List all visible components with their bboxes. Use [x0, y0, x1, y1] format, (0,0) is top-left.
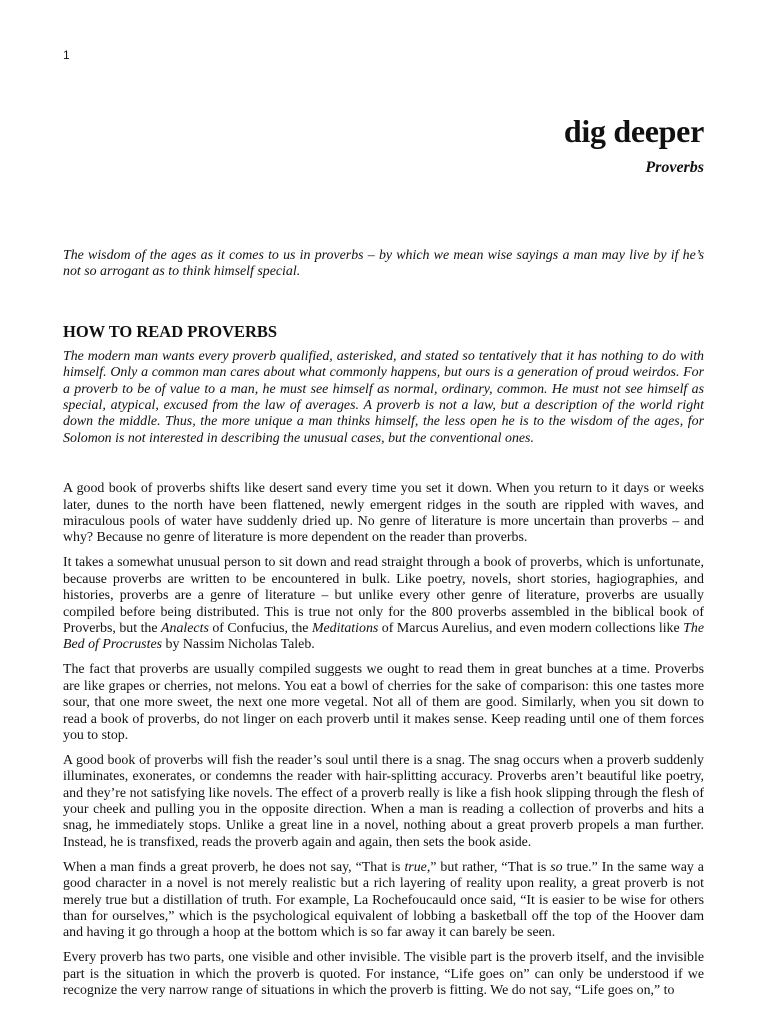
paragraph-text: It takes a somewhat unusual person to sit down and read straight through a book of proverbs, which is unfortunate, because proverbs are written to be encountered in bulk. Like poetry, novels, short stories, hagiographies, and histories, proverbs are a genre of literature – but unlike every other genre of literature, proverbs are usually compiled before being distributed. This is true not only for the 800 proverbs assembled in the biblical book of Proverbs, but the [63, 555, 704, 636]
paragraph-text: by Nassim Nicholas Taleb. [162, 637, 315, 653]
body-paragraph-4: A good book of proverbs will fish the reader’s soul until there is a snag. The snag occurs when a proverb suddenly illuminates, exonerates, or condemns the reader with hair-splitting accuracy. Proverbs aren’t beautiful like poetry, and they’re not satisfying like novels. The effect of a proverb really is like a fish hook slipping through the flesh of your cheek and pulling you in the opposite direction. When a man is reading a collection of proverbs and hits a snag, he immediately stops. Unlike a great line in a novel, nothing about a great proverb propels a man further. Instead, he is transfixed, reads the proverb again and again, then sets the book aside. [63, 752, 704, 850]
intro-paragraph: The wisdom of the ages as it comes to us in proverbs – by which we mean wise sayings a man may live by if he’s not so arrogant as to think himself special. [63, 248, 704, 280]
section-lead-paragraph: The modern man wants every proverb qualified, asterisked, and stated so tentatively that it has nothing to do with himself. Only a common man cares about what commonly happens, but ours is a generation of proud weirdos. For a proverb to be of value to a man, he must see himself as normal, ordinary, common. He must not see himself as special, atypical, excused from the law of averages. A proverb is not a law, but a description of the world right down the middle. Thus, the more unique a man thinks himself, the less open he is to the wisdom of the ages, for Solomon is not interested in describing the unusual cases, but the conventional ones. [63, 348, 704, 446]
book-title-meditations: Meditations [311, 621, 379, 636]
body-paragraph-6: Every proverb has two parts, one visible and other invisible. The visible part is the proverb itself, and the invisible part is the situation in which the proverb is quoted. For instance, “Life goes on” can only be understood if we recognize the very narrow range of situations in which the proverb is fitting. We do not say, “Life goes on,” to [63, 950, 704, 999]
page-number: 1 [63, 48, 70, 62]
paragraph-text: of Confucius, the [208, 621, 312, 636]
book-title-bed-of-procrustes: The Bed of Procrustes [63, 621, 704, 653]
body-paragraph-2 [63, 555, 704, 653]
document-subtitle: Proverbs [645, 159, 704, 176]
book-title-analects: Analects [161, 621, 209, 636]
emphasis-true: true [404, 859, 427, 875]
body-paragraph-3: The fact that proverbs are usually compiled suggests we ought to read them in great bunches at a time. Proverbs are like grapes or cherries, not melons. You eat a bowl of cherries for the sake of comparison: this one tastes more sour, that one more sweet, the next one more vegetal. Not all of them are good. Similarly, when you sit down to read a book of proverbs, do not linger on each proverb until it makes sense. Keep reading until one of them forces you to stop. [63, 662, 704, 743]
paragraph-text: of Marcus Aurelius, and even modern collections like [378, 621, 684, 636]
paragraph-text: true.” In the same way a good character in a novel is not merely realistic but a rich layering of reality upon reality, a great proverb is not merely true but a distillation of truth. For example, La Rochefoucauld once said, “It is easier to be wise for others than for ourselves,” which is the psychological equivalent of lobbing a basketball off the top of the Hoover dam and having it go through a hoop at the bottom which is so far away it can barely be seen. [63, 859, 704, 941]
emphasis-so: so [550, 859, 563, 875]
section-heading: HOW TO READ PROVERBS [63, 321, 278, 341]
paragraph-text: When a man finds a great proverb, he does not say, “That is [63, 859, 405, 875]
body-paragraph-5 [63, 860, 704, 942]
title-block [564, 112, 704, 178]
body-paragraph-1: A good book of proverbs shifts like desert sand every time you set it down. When you return to it days or weeks later, dunes to the north have been flattened, newly emergent ridges in the south are rippled with waves, and miraculous pools of water have suddenly dried up. No genre of literature is more uncertain than proverbs – and why? Because no genre of literature is more dependent on the reader than proverbs. [63, 481, 704, 546]
document-body [63, 248, 704, 1008]
paragraph-text: ,” but rather, “That is [426, 859, 551, 875]
document-title: dig deeper [563, 113, 704, 149]
